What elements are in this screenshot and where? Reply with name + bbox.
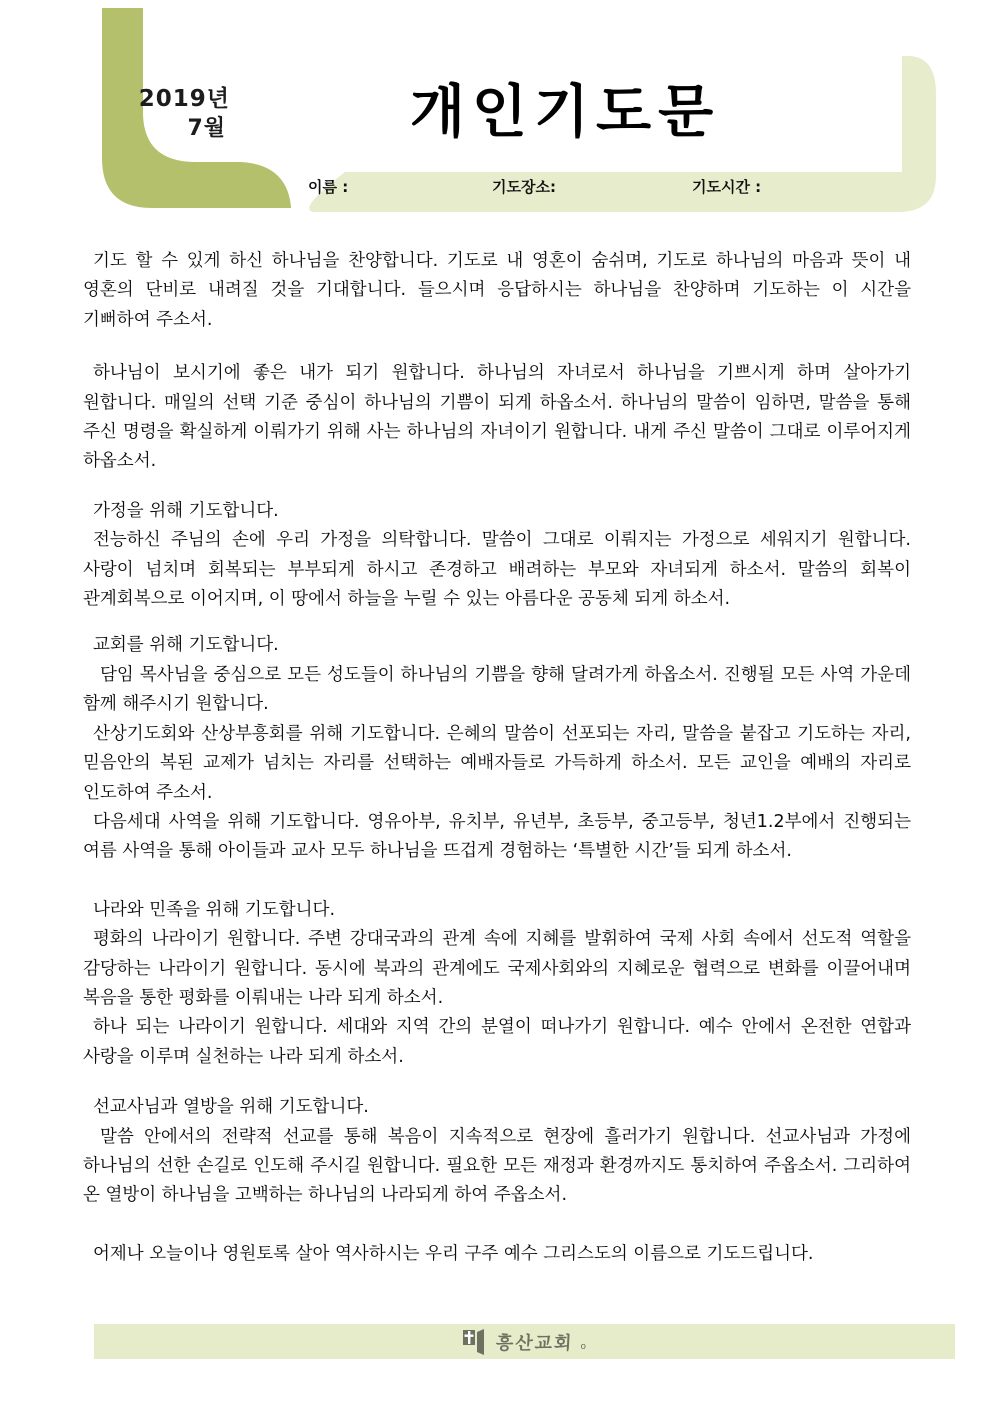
paragraph: 하나님이 보시기에 좋은 내가 되기 원합니다. 하나님의 자녀로서 하나님을 기쁘시게 하며 살아가기 원합니다. 매일의 선택 기준 중심이 하나님의 기쁨이 되게 하옵소서. 하나님의 말씀이 임하면, 말씀을 통해 주신 명령을 확실하게 이뤄가기 위해 사는 하나님의 자녀이기 원합니다. 내게 주신 말씀이 그대로 이루어지게 하옵소서. — [83, 363, 911, 472]
church-logo-mark: o — [580, 1341, 587, 1352]
page-title: 개인기도문 — [409, 79, 721, 145]
prayer-section-missions — [83, 1093, 911, 1211]
prayer-section-nation — [83, 896, 911, 1072]
paragraph: 어제나 오늘이나 영원토록 살아 역사하시는 우리 구주 예수 그리스도의 이름으로 기도드립니다. — [93, 1243, 814, 1264]
paragraph: 기도 할 수 있게 하신 하나님을 찬양합니다. 기도로 내 영혼이 숨쉬며, 기도로 하나님의 마음과 뜻이 내 영혼의 단비로 내려질 것을 기대합니다. 들으시며 응답하시는 하나님을 찬양하며 기도하는 이 시간을 기뻐하여 주소서. — [83, 251, 911, 330]
section-heading: 가정을 위해 기도합니다. — [93, 500, 279, 521]
prayer-time-field-label: 기도시간 : — [692, 178, 762, 196]
name-field-label: 이름 : — [308, 178, 349, 196]
paragraph: 다음세대 사역을 위해 기도합니다. 영유아부, 유치부, 유년부, 초등부, 중고등부, 청년1.2부에서 진행되는 여름 사역을 통해 아이들과 교사 모두 하나님을 뜨겁게 경험하는 ‘특별한 시간’들 되게 하소서. — [83, 811, 911, 862]
paragraph: 전능하신 주님의 손에 우리 가정을 의탁합니다. 말씀이 그대로 이뤄지는 가정으로 세워지기 원합니다. 사랑이 넘치며 회복되는 부부되게 하시고 존경하고 배려하는 부모와 자녀되게 하소서. 말씀의 회복이 관계회복으로 이어지며, 이 땅에서 하늘을 누릴 수 있는 아름다운 공동체 되게 하소서. — [83, 530, 911, 610]
church-cross-door-icon — [463, 1329, 489, 1355]
footer-bar — [94, 1324, 955, 1359]
paragraph: 산상기도회와 산상부흥회를 위해 기도합니다. 은혜의 말씀이 선포되는 자리, 말씀을 붙잡고 기도하는 자리, 믿음안의 복된 교제가 넘치는 자리를 선택하는 예배자들로 가득하게 하소서. 모든 교인을 예배의 자리로 인도하여 주소서. — [83, 723, 911, 803]
prayer-place-field-label: 기도장소: — [492, 178, 556, 196]
paragraph: 하나 되는 나라이기 원합니다. 세대와 지역 간의 분열이 떠나가기 원합니다. 예수 안에서 온전한 연합과 사랑을 이루며 실천하는 나라 되게 하소서. — [83, 1017, 911, 1067]
section-heading: 나라와 민족을 위해 기도합니다. — [93, 899, 336, 920]
section-heading: 교회를 위해 기도합니다. — [93, 635, 279, 656]
prayer-section-closing — [83, 1240, 911, 1269]
issue-year: 2019년 — [138, 86, 230, 112]
issue-month: 7월 — [187, 116, 226, 141]
prayer-section-self — [83, 359, 911, 477]
section-heading: 선교사님과 열방을 위해 기도합니다. — [93, 1097, 369, 1118]
church-logo-text: 흥산교회 — [495, 1332, 574, 1354]
prayer-section-church — [83, 631, 911, 866]
paragraph: 담임 목사님을 중심으로 모든 성도들이 하나님의 기쁨을 향해 달려가게 하옵소서. 진행될 모든 사역 가운데 함께 해주시기 원합니다. — [83, 664, 911, 715]
prayer-body — [83, 247, 911, 1269]
paragraph: 평화의 나라이기 원합니다. 주변 강대국과의 관계 속에 지혜를 발휘하여 국제 사회 속에서 선도적 역할을 감당하는 나라이기 원합니다. 동시에 북과의 관계에도 국제사회와의 지혜로운 협력으로 변화를 이끌어내며 복음을 통한 평화를 이뤄내는 나라 되게 하소서. — [83, 929, 911, 1008]
fill-in-fields — [0, 176, 992, 202]
issue-date — [128, 84, 230, 144]
prayer-section-praise — [83, 247, 911, 335]
church-logo — [463, 1329, 586, 1355]
prayer-section-family — [83, 497, 911, 615]
paragraph: 말씀 안에서의 전략적 선교를 통해 복음이 지속적으로 현장에 흘러가기 원합니다. 선교사님과 가정에 하나님의 선한 손길로 인도해 주시길 원합니다. 필요한 모든 재정과 환경까지도 통치하여 주옵소서. 그리하여 온 열방이 하나님을 고백하는 하나님의 나라되게 하여 주옵소서. — [83, 1126, 911, 1206]
